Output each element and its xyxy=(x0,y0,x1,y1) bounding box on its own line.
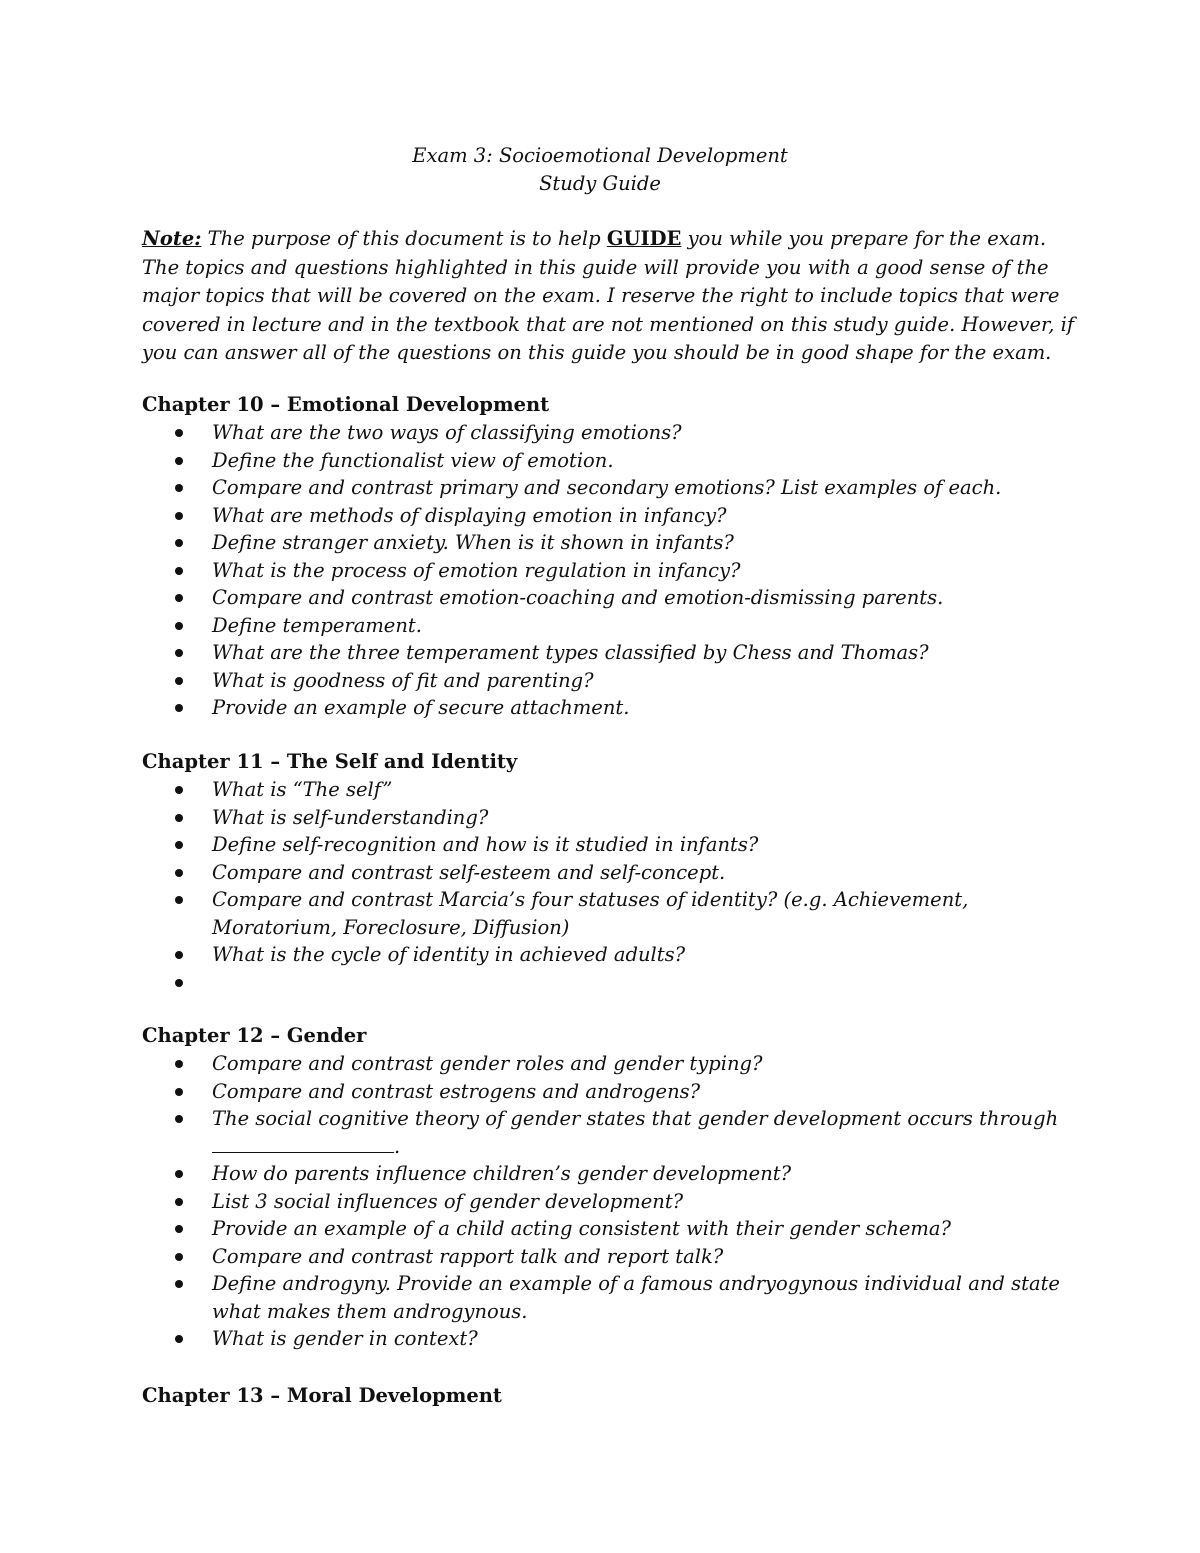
list-item xyxy=(142,1160,1077,1188)
list-item-text: List 3 social influences of gender development? xyxy=(212,1189,684,1213)
list-item-text: Provide an example of a child acting consistent with their gender schema? xyxy=(212,1217,952,1240)
chapter-10-section xyxy=(142,391,1077,722)
blank-suffix: . xyxy=(394,1134,401,1158)
bullet-icon xyxy=(175,429,183,437)
list-item-text: Compare and contrast emotion-coaching and emotion-dismissing parents. xyxy=(212,586,944,609)
chapter-11-section xyxy=(142,748,1077,996)
chapter-12-heading: Chapter 12 – Gender xyxy=(142,1024,367,1047)
list-item-text: What is goodness of fit and parenting? xyxy=(212,668,594,692)
bullet-icon xyxy=(175,951,183,959)
chapter-13-heading: Chapter 13 – Moral Development xyxy=(142,1384,502,1407)
fill-in-blank xyxy=(212,1138,394,1153)
list-item-text: What are the three temperament types classified by Chess and Thomas? xyxy=(212,641,929,664)
list-item-text: What is self-understanding? xyxy=(212,805,489,829)
note-emphasis: GUIDE xyxy=(606,227,682,250)
note-text-before: The purpose of this document is to help xyxy=(201,227,607,250)
bullet-icon xyxy=(175,869,183,877)
bullet-icon xyxy=(175,1225,183,1233)
chapter-10-list xyxy=(142,419,1077,722)
list-item-text: Compare and contrast estrogens and androgens? xyxy=(212,1079,701,1103)
list-item xyxy=(142,1105,1077,1160)
bullet-icon xyxy=(175,539,183,547)
bullet-icon xyxy=(175,484,183,492)
list-item xyxy=(142,776,1077,804)
list-item-text: Define stranger anxiety. When is it shown in infants? xyxy=(212,531,734,554)
list-item-text: What is the process of emotion regulation in infancy? xyxy=(212,558,741,582)
list-item xyxy=(142,1270,1077,1325)
chapter-11-list xyxy=(142,776,1077,996)
document-title: Exam 3: Socioemotional Development xyxy=(412,144,788,167)
list-item xyxy=(142,639,1077,667)
list-item-text: Define the functionalist view of emotion. xyxy=(212,448,614,472)
list-item-text: Define temperament. xyxy=(212,613,422,637)
chapter-12-section xyxy=(142,1022,1077,1353)
bullet-icon xyxy=(175,896,183,904)
document-title-block xyxy=(0,142,1200,198)
list-item-text: The social cognitive theory of gender states that gender development occurs through xyxy=(212,1107,1059,1130)
list-item xyxy=(142,474,1077,502)
list-item xyxy=(142,1325,1077,1353)
list-item xyxy=(142,667,1077,695)
list-item xyxy=(142,1243,1077,1271)
bullet-icon xyxy=(175,841,183,849)
list-item xyxy=(142,447,1077,475)
list-item xyxy=(142,529,1077,557)
list-item-text: What are the two ways of classifying emotions? xyxy=(212,421,682,444)
bullet-icon xyxy=(175,677,183,685)
bullet-icon xyxy=(175,1335,183,1343)
chapter-11-heading: Chapter 11 – The Self and Identity xyxy=(142,750,518,773)
note-text-after: you while you prepare for the exam. The topics and questions highlighted in this guide will provide you with a good sense of the major topics that will be covered on the exam. I reserve the right to include topics that were covered in lecture and in the textbook that are not mentioned on this study guide. However, if you can answer all of the questions on this guide you should be in good shape for the exam. xyxy=(142,227,1075,364)
bullet-icon xyxy=(175,622,183,630)
bullet-icon xyxy=(175,704,183,712)
list-item-text: Compare and contrast rapport talk and report talk? xyxy=(212,1244,724,1268)
bullet-icon xyxy=(175,1060,183,1068)
list-item-text: Compare and contrast primary and secondary emotions? List examples of each. xyxy=(212,476,1002,499)
bullet-icon xyxy=(175,979,183,987)
list-item xyxy=(142,694,1077,722)
bullet-icon xyxy=(175,457,183,465)
list-item-text: What is gender in context? xyxy=(212,1327,478,1350)
list-item-text: Provide an example of secure attachment. xyxy=(212,696,630,719)
chapter-12-list xyxy=(142,1050,1077,1353)
note-paragraph xyxy=(142,225,1077,368)
list-item-text: What is the cycle of identity in achieved adults? xyxy=(212,943,686,966)
bullet-icon xyxy=(175,649,183,657)
chapter-10-heading: Chapter 10 – Emotional Development xyxy=(142,393,550,416)
bullet-icon xyxy=(175,786,183,794)
bullet-icon xyxy=(175,1170,183,1178)
list-item-text: Define androgyny. Provide an example of a famous andryogynous individual and state what makes them androgynous. xyxy=(212,1272,1060,1323)
bullet-icon xyxy=(175,1253,183,1261)
bullet-icon xyxy=(175,1088,183,1096)
list-item xyxy=(142,584,1077,612)
bullet-icon xyxy=(175,567,183,575)
bullet-icon xyxy=(175,1115,183,1123)
list-item xyxy=(142,804,1077,832)
list-item xyxy=(142,1050,1077,1078)
list-item xyxy=(142,419,1077,447)
bullet-icon xyxy=(175,1280,183,1288)
bullet-icon xyxy=(175,512,183,520)
list-item-text: Compare and contrast self-esteem and self-concept. xyxy=(212,860,726,884)
list-item-text: How do parents influence children’s gender development? xyxy=(212,1162,792,1185)
list-item-text: Compare and contrast gender roles and gender typing? xyxy=(212,1052,763,1075)
list-item-empty xyxy=(142,969,1077,997)
list-item-text: Define self-recognition and how is it studied in infants? xyxy=(212,833,759,856)
bullet-icon xyxy=(175,814,183,822)
chapter-13-section xyxy=(142,1382,1077,1410)
list-item xyxy=(142,1078,1077,1106)
list-item xyxy=(142,612,1077,640)
list-item xyxy=(142,859,1077,887)
list-item xyxy=(142,502,1077,530)
document-subtitle: Study Guide xyxy=(539,172,661,195)
bullet-icon xyxy=(175,594,183,602)
bullet-icon xyxy=(175,1198,183,1206)
list-item xyxy=(142,1215,1077,1243)
note-label: Note: xyxy=(142,227,202,250)
list-item xyxy=(142,831,1077,859)
list-item-text: What are methods of displaying emotion in infancy? xyxy=(212,503,727,527)
list-item xyxy=(142,886,1077,941)
list-item xyxy=(142,1188,1077,1216)
list-item xyxy=(142,941,1077,969)
list-item-text: What is “The self” xyxy=(212,778,393,801)
list-item-text: Compare and contrast Marcia’s four statuses of identity? (e.g. Achievement, Moratorium, Foreclosure, Diffusion) xyxy=(212,888,969,939)
list-item xyxy=(142,557,1077,585)
